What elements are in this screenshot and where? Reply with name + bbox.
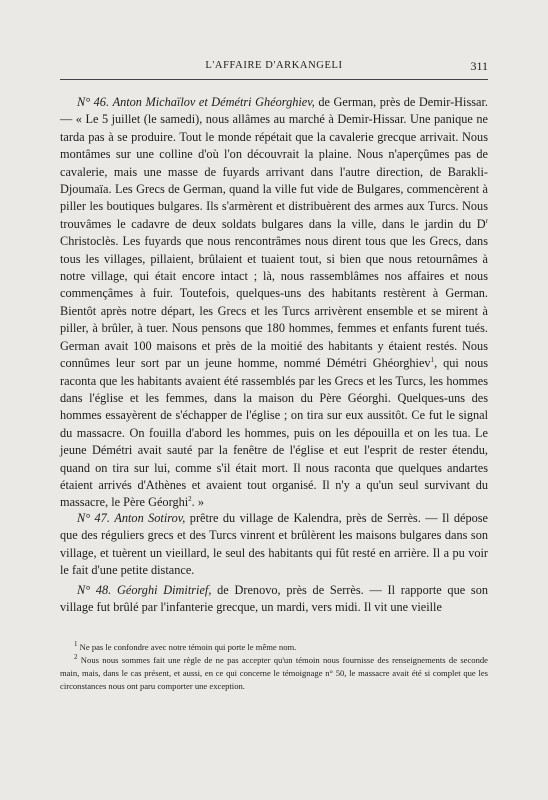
testimony-body: . » <box>191 495 204 510</box>
testimony-body: de Drenovo, près de Serrès. — Il rapporte que son village fut brûlé par l'infanterie grecque, un mardi, vers midi. Il vit une vieille <box>60 583 489 615</box>
testimony-body: de German, près de Demir-Hissar. — « Le 5 juillet (le samedi), nous allâmes au marché à Demir-Hissar. Une panique ne tarda pas à se produire. Tout le monde répétait que la cavalerie grecque arrivait. Nous montâmes sur une colline d'où l'on découvrait la plaine. Nous n'aperçûmes pas de cavalerie, mais une masse de fuyards arrivant dans l'autre direction, de Barakli-Djoumaïa. Les Grecs de German, quand la ville fut vide de Bulgares, commencèrent à piller les boutiques bulgares. Ils s'armèrent et distribuèrent des armes aux Turcs. Nous trouvâmes le cadavre de deux soldats bulgares dans la ville, dans le jardin du D <box>60 95 488 231</box>
footnote-1 <box>60 641 488 654</box>
testimony-body: Christoclès. Les fuyards que nous rencontrâmes nous dirent tous que les Grecs, dans tous les villages, pillaient, brûlaient et tuaient tout, si bien que nous retournâmes à notre village, qui était encore intact ; là, nous rassemblâmes nos affaires et nous commençâmes à fuir. Toutefois, quelques-uns des habitants restèrent à German. Bientôt après notre départ, les Grecs et les Turcs arrivèrent ensemble et se mirent à piller, à brûler, à tuer. Nous pensons que 180 hommes, femmes et enfants furent tués. German avait 100 maisons et près de la moitié des habitants y étaient restés. Nous connûmes leur sort par un jeune homme, nommé Démétri Ghéorghiev <box>60 234 488 371</box>
footnote-mark: 2 <box>74 653 78 662</box>
footnote-2 <box>60 654 488 693</box>
witness-name: Géorghi Dimitrief, <box>116 583 212 597</box>
witness-name: Anton Sotirov, <box>114 511 186 525</box>
testimony-48 <box>60 582 488 617</box>
running-title: L'AFFAIRE D'ARKANGELI <box>205 60 343 71</box>
testimony-body: prêtre du village de Kalendra, près de Serrès. — Il dépose que des réguliers grecs et des Turcs vinrent et brûlèrent les maisons bulgares dans son village, et tuèrent un vieillard, le seul des habitants qui fût resté en arrière. Il a pu voir le fait d'une petite distance. <box>60 511 488 578</box>
superscript: r <box>485 216 488 225</box>
testimony-48-text <box>60 582 488 617</box>
footnote-ref-1: 1 <box>430 356 435 364</box>
header-rule <box>60 79 488 80</box>
footnote-mark: 1 <box>74 640 78 649</box>
running-header <box>60 60 488 76</box>
witness-name: Anton Michaïlov et Démétri Ghéorghiev, <box>112 95 315 109</box>
testimony-number: N° 47. <box>77 511 110 525</box>
footnote-text: Nous nous sommes fait une règle de ne pas accepter qu'un témoin nous fournisse des renseignements de seconde main, mais, dans le cas présent, et aussi, en ce qui concerne le témoignage n° 50, le massacre avait été si complet que les circonstances nous ont paru comporter une exception. <box>60 655 488 691</box>
page-number: 311 <box>470 59 488 73</box>
testimony-46-text <box>60 94 488 512</box>
testimony-number: N° 46. <box>77 95 110 109</box>
testimony-46 <box>60 94 488 512</box>
testimony-number: N° 48. <box>77 583 112 597</box>
footnote-ref-2: 2 <box>188 495 192 504</box>
footnotes <box>60 641 488 693</box>
footnote-text: Ne pas le confondre avec notre témoin qui porte le même nom. <box>77 642 297 652</box>
testimony-body: , qui nous raconta que les habitants avaient été rassemblés par les Grecs et les Turcs, les hommes dans l'église et les femmes, dans la maison du Père Géorghi. Quelques-uns des hommes essayèrent de s'échapper de l'église ; on tira sur eux aussitôt. Ce fut le signal du massacre. On fouilla d'abord les hommes, puis on les dépouilla et on les tua. Le jeune Démétri avait sauté par la fenêtre de l'église et eut l'esprit de rester étendu, quand on tira sur lui, comme s'il était mort. Il nous raconta que quelques andartes étaient arrivés d'Athènes et avaient tout organisé. Il n'y a qu'un seul survivant du massacre, le Père Géorghi <box>60 356 488 510</box>
testimony-47-text <box>60 510 488 580</box>
testimony-47 <box>60 510 488 580</box>
